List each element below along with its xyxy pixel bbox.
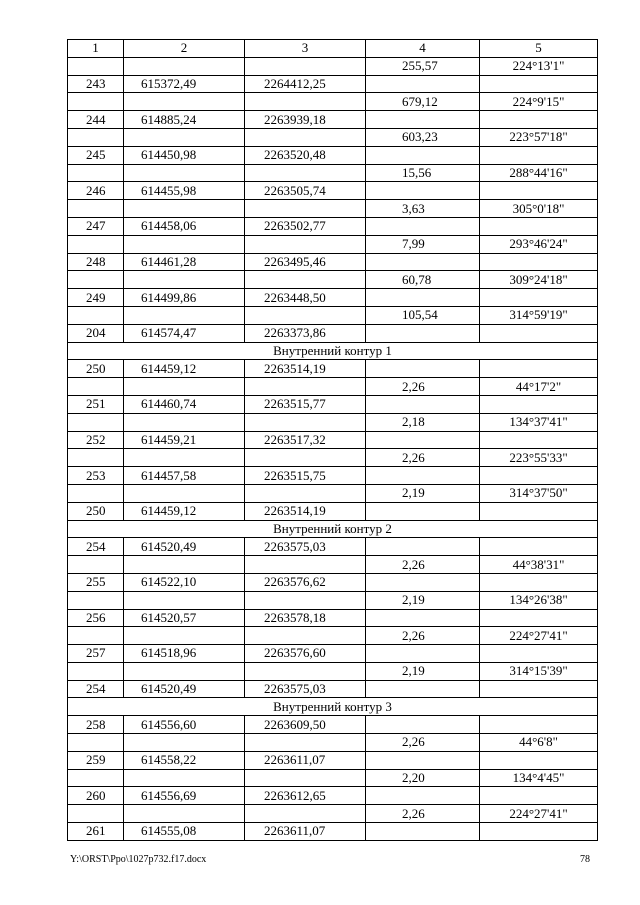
distance-empty	[366, 146, 480, 164]
coord-x: 614522,10	[124, 573, 245, 591]
point-row	[68, 823, 598, 841]
coord-y-empty	[245, 164, 366, 182]
point-number-empty	[68, 235, 124, 253]
point-number-empty	[68, 627, 124, 645]
point-number-empty	[68, 200, 124, 218]
coord-x: 614460,74	[124, 395, 245, 413]
point-number-empty	[68, 164, 124, 182]
point-row	[68, 324, 598, 342]
point-number: 249	[68, 289, 124, 307]
point-number: 260	[68, 787, 124, 805]
angle-empty	[480, 787, 598, 805]
side-distance: 255,57	[366, 57, 480, 75]
header-col-5: 5	[480, 40, 598, 58]
coord-y: 2263576,62	[245, 573, 366, 591]
point-number-empty	[68, 449, 124, 467]
point-number: 250	[68, 360, 124, 378]
distance-empty	[366, 787, 480, 805]
point-row	[68, 787, 598, 805]
side-angle: 223°57'18"	[480, 128, 598, 146]
distance-empty	[366, 502, 480, 520]
coord-x-empty	[124, 734, 245, 752]
point-number-empty	[68, 734, 124, 752]
angle-empty	[480, 111, 598, 129]
coord-y-empty	[245, 306, 366, 324]
side-row	[68, 164, 598, 182]
side-row	[68, 769, 598, 787]
side-row	[68, 662, 598, 680]
coord-x: 614885,24	[124, 111, 245, 129]
coord-y-empty	[245, 627, 366, 645]
coord-y-empty	[245, 57, 366, 75]
coord-y: 2263578,18	[245, 609, 366, 627]
point-row	[68, 538, 598, 556]
distance-empty	[366, 182, 480, 200]
distance-empty	[366, 217, 480, 235]
distance-empty	[366, 75, 480, 93]
distance-empty	[366, 467, 480, 485]
point-number: 252	[68, 431, 124, 449]
angle-empty	[480, 253, 598, 271]
distance-empty	[366, 716, 480, 734]
side-distance: 105,54	[366, 306, 480, 324]
point-number: 251	[68, 395, 124, 413]
coord-x: 614457,58	[124, 467, 245, 485]
angle-empty	[480, 75, 598, 93]
angle-empty	[480, 217, 598, 235]
point-number-empty	[68, 57, 124, 75]
coord-y-empty	[245, 662, 366, 680]
section-title: Внутренний контур 3	[68, 698, 598, 716]
distance-empty	[366, 289, 480, 307]
coord-x: 614458,06	[124, 217, 245, 235]
point-row	[68, 502, 598, 520]
side-distance: 3,63	[366, 200, 480, 218]
coordinates-table	[67, 39, 598, 841]
coord-x-empty	[124, 556, 245, 574]
coord-y-empty	[245, 734, 366, 752]
section-title: Внутренний контур 2	[68, 520, 598, 538]
coord-x: 614556,69	[124, 787, 245, 805]
side-row	[68, 556, 598, 574]
point-number-empty	[68, 271, 124, 289]
side-row	[68, 627, 598, 645]
point-number: 253	[68, 467, 124, 485]
point-number: 204	[68, 324, 124, 342]
coord-x-empty	[124, 805, 245, 823]
coord-x: 614520,57	[124, 609, 245, 627]
point-number-empty	[68, 591, 124, 609]
point-number-empty	[68, 769, 124, 787]
side-angle: 314°59'19"	[480, 306, 598, 324]
coord-y-empty	[245, 200, 366, 218]
side-row	[68, 591, 598, 609]
side-distance: 603,23	[366, 128, 480, 146]
coord-y: 2263515,77	[245, 395, 366, 413]
coord-y-empty	[245, 271, 366, 289]
page-number: 78	[580, 854, 590, 865]
side-angle: 44°38'31"	[480, 556, 598, 574]
coord-x: 614450,98	[124, 146, 245, 164]
side-angle: 293°46'24"	[480, 235, 598, 253]
side-row	[68, 57, 598, 75]
section-title: Внутренний контур 1	[68, 342, 598, 360]
angle-empty	[480, 324, 598, 342]
side-angle: 224°13'1"	[480, 57, 598, 75]
point-number: 255	[68, 573, 124, 591]
point-row	[68, 253, 598, 271]
point-number: 245	[68, 146, 124, 164]
coord-y-empty	[245, 413, 366, 431]
side-angle: 223°55'33"	[480, 449, 598, 467]
angle-empty	[480, 609, 598, 627]
coord-x: 614459,12	[124, 360, 245, 378]
distance-empty	[366, 111, 480, 129]
header-col-4: 4	[366, 40, 480, 58]
point-row	[68, 111, 598, 129]
angle-empty	[480, 395, 598, 413]
angle-empty	[480, 502, 598, 520]
coord-x: 614499,86	[124, 289, 245, 307]
point-row	[68, 75, 598, 93]
side-angle: 288°44'16"	[480, 164, 598, 182]
point-row	[68, 716, 598, 734]
point-number-empty	[68, 413, 124, 431]
coord-y: 2264412,25	[245, 75, 366, 93]
coord-y-empty	[245, 556, 366, 574]
coord-x: 614520,49	[124, 680, 245, 698]
point-row	[68, 217, 598, 235]
coord-x: 614556,60	[124, 716, 245, 734]
side-distance: 7,99	[366, 235, 480, 253]
point-row	[68, 680, 598, 698]
coord-y: 2263514,19	[245, 360, 366, 378]
point-number: 248	[68, 253, 124, 271]
distance-empty	[366, 823, 480, 841]
side-distance: 2,26	[366, 734, 480, 752]
coord-x: 614518,96	[124, 645, 245, 663]
angle-empty	[480, 289, 598, 307]
side-row	[68, 484, 598, 502]
side-distance: 2,20	[366, 769, 480, 787]
side-distance: 2,26	[366, 556, 480, 574]
side-angle: 44°17'2"	[480, 378, 598, 396]
table-header-row	[68, 40, 598, 58]
side-distance: 2,26	[366, 449, 480, 467]
point-row	[68, 467, 598, 485]
header-col-3: 3	[245, 40, 366, 58]
side-distance: 679,12	[366, 93, 480, 111]
point-number-empty	[68, 93, 124, 111]
side-row	[68, 93, 598, 111]
angle-empty	[480, 182, 598, 200]
point-row	[68, 182, 598, 200]
point-number: 247	[68, 217, 124, 235]
coord-x: 614461,28	[124, 253, 245, 271]
point-number: 258	[68, 716, 124, 734]
point-row	[68, 609, 598, 627]
coord-y-empty	[245, 128, 366, 146]
side-row	[68, 271, 598, 289]
side-distance: 2,19	[366, 484, 480, 502]
point-number: 257	[68, 645, 124, 663]
coord-y-empty	[245, 449, 366, 467]
point-row	[68, 645, 598, 663]
side-distance: 60,78	[366, 271, 480, 289]
point-number: 254	[68, 680, 124, 698]
coord-x-empty	[124, 164, 245, 182]
coord-y: 2263517,32	[245, 431, 366, 449]
point-row	[68, 751, 598, 769]
coord-x: 614520,49	[124, 538, 245, 556]
coord-y: 2263373,86	[245, 324, 366, 342]
angle-empty	[480, 146, 598, 164]
side-distance: 15,56	[366, 164, 480, 182]
coord-x-empty	[124, 57, 245, 75]
section-row	[68, 698, 598, 716]
section-row	[68, 520, 598, 538]
coord-y-empty	[245, 484, 366, 502]
coord-y: 2263575,03	[245, 680, 366, 698]
side-angle: 309°24'18"	[480, 271, 598, 289]
coord-x-empty	[124, 627, 245, 645]
side-angle: 134°4'45"	[480, 769, 598, 787]
point-number: 261	[68, 823, 124, 841]
distance-empty	[366, 253, 480, 271]
point-number: 250	[68, 502, 124, 520]
point-number-empty	[68, 378, 124, 396]
coord-x-empty	[124, 93, 245, 111]
side-distance: 2,26	[366, 627, 480, 645]
angle-empty	[480, 360, 598, 378]
side-angle: 134°37'41"	[480, 413, 598, 431]
coord-x-empty	[124, 200, 245, 218]
side-row	[68, 734, 598, 752]
coord-y: 2263514,19	[245, 502, 366, 520]
side-angle: 314°37'50"	[480, 484, 598, 502]
point-number-empty	[68, 662, 124, 680]
point-number: 256	[68, 609, 124, 627]
coord-y: 2263609,50	[245, 716, 366, 734]
angle-empty	[480, 431, 598, 449]
point-number-empty	[68, 306, 124, 324]
coord-y-empty	[245, 93, 366, 111]
coord-x: 614455,98	[124, 182, 245, 200]
coord-x-empty	[124, 449, 245, 467]
coord-y: 2263939,18	[245, 111, 366, 129]
coord-y: 2263495,46	[245, 253, 366, 271]
side-distance: 2,26	[366, 378, 480, 396]
coord-x: 615372,49	[124, 75, 245, 93]
distance-empty	[366, 645, 480, 663]
coord-x-empty	[124, 591, 245, 609]
point-row	[68, 395, 598, 413]
point-row	[68, 289, 598, 307]
side-distance: 2,19	[366, 591, 480, 609]
side-distance: 2,18	[366, 413, 480, 431]
point-number-empty	[68, 128, 124, 146]
side-row	[68, 128, 598, 146]
side-row	[68, 306, 598, 324]
coord-y: 2263576,60	[245, 645, 366, 663]
point-row	[68, 360, 598, 378]
point-number-empty	[68, 484, 124, 502]
coord-y: 2263520,48	[245, 146, 366, 164]
coord-y: 2263612,65	[245, 787, 366, 805]
coord-y: 2263505,74	[245, 182, 366, 200]
side-row	[68, 378, 598, 396]
distance-empty	[366, 680, 480, 698]
coord-x-empty	[124, 378, 245, 396]
point-number: 243	[68, 75, 124, 93]
angle-empty	[480, 823, 598, 841]
angle-empty	[480, 751, 598, 769]
coord-y: 2263611,07	[245, 823, 366, 841]
point-row	[68, 146, 598, 164]
distance-empty	[366, 360, 480, 378]
distance-empty	[366, 538, 480, 556]
point-number: 259	[68, 751, 124, 769]
coord-x-empty	[124, 306, 245, 324]
angle-empty	[480, 716, 598, 734]
coord-y: 2263448,50	[245, 289, 366, 307]
point-row	[68, 431, 598, 449]
coord-x-empty	[124, 128, 245, 146]
angle-empty	[480, 680, 598, 698]
coord-x: 614555,08	[124, 823, 245, 841]
header-col-1: 1	[68, 40, 124, 58]
side-angle: 224°27'41"	[480, 627, 598, 645]
footer-file-path: Y:\ORST\Ppo\1027p732.f17.docx	[70, 854, 207, 865]
coord-y-empty	[245, 378, 366, 396]
coord-x: 614558,22	[124, 751, 245, 769]
coord-y: 2263515,75	[245, 467, 366, 485]
angle-empty	[480, 645, 598, 663]
coord-x-empty	[124, 662, 245, 680]
point-number: 254	[68, 538, 124, 556]
side-row	[68, 413, 598, 431]
angle-empty	[480, 538, 598, 556]
angle-empty	[480, 573, 598, 591]
coord-x: 614574,47	[124, 324, 245, 342]
coord-x-empty	[124, 484, 245, 502]
coord-y: 2263502,77	[245, 217, 366, 235]
coord-y-empty	[245, 235, 366, 253]
distance-empty	[366, 431, 480, 449]
distance-empty	[366, 573, 480, 591]
coord-x-empty	[124, 769, 245, 787]
point-number: 246	[68, 182, 124, 200]
point-number: 244	[68, 111, 124, 129]
distance-empty	[366, 609, 480, 627]
coord-x-empty	[124, 271, 245, 289]
section-row	[68, 342, 598, 360]
side-row	[68, 449, 598, 467]
point-row	[68, 573, 598, 591]
coord-y: 2263575,03	[245, 538, 366, 556]
distance-empty	[366, 751, 480, 769]
coord-x: 614459,12	[124, 502, 245, 520]
side-distance: 2,19	[366, 662, 480, 680]
side-row	[68, 235, 598, 253]
coord-x-empty	[124, 235, 245, 253]
side-angle: 305°0'18"	[480, 200, 598, 218]
side-row	[68, 805, 598, 823]
point-number-empty	[68, 556, 124, 574]
side-angle: 314°15'39"	[480, 662, 598, 680]
side-angle: 134°26'38"	[480, 591, 598, 609]
coord-y-empty	[245, 769, 366, 787]
coord-y-empty	[245, 591, 366, 609]
point-number-empty	[68, 805, 124, 823]
side-row	[68, 200, 598, 218]
distance-empty	[366, 395, 480, 413]
coord-x: 614459,21	[124, 431, 245, 449]
side-angle: 224°27'41"	[480, 805, 598, 823]
table-body	[68, 40, 598, 841]
distance-empty	[366, 324, 480, 342]
angle-empty	[480, 467, 598, 485]
coord-y-empty	[245, 805, 366, 823]
side-angle: 44°6'8"	[480, 734, 598, 752]
header-col-2: 2	[124, 40, 245, 58]
coord-y: 2263611,07	[245, 751, 366, 769]
side-angle: 224°9'15"	[480, 93, 598, 111]
coord-x-empty	[124, 413, 245, 431]
side-distance: 2,26	[366, 805, 480, 823]
